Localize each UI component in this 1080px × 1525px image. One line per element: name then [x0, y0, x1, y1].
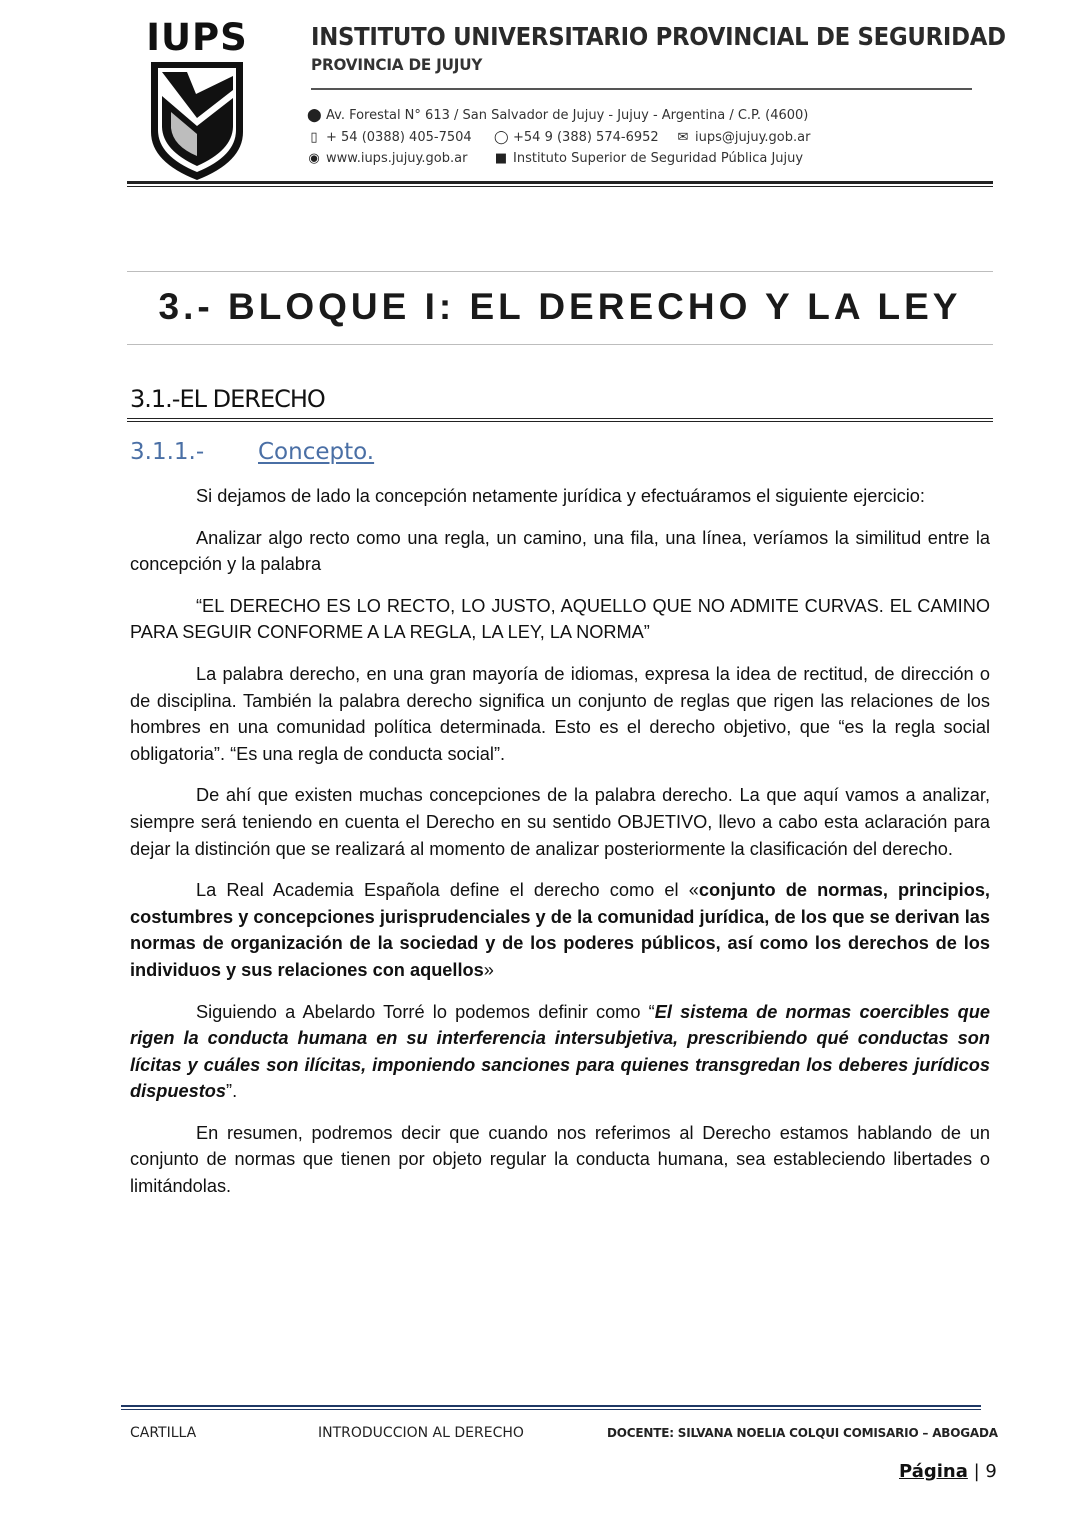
chapter-rule-bottom: [127, 344, 993, 345]
facebook-text[interactable]: Instituto Superior de Seguridad Pública Jujuy: [513, 151, 804, 166]
footer-left: CARTILLA: [130, 1425, 197, 1441]
chapter-rule-top: [127, 271, 993, 272]
institution-province: PROVINCIA DE JUJUY: [311, 55, 483, 74]
logo-acronym: IUPS: [146, 16, 248, 59]
location-pin-icon: ⬤: [307, 108, 322, 123]
whatsapp-text: +54 9 (388) 574-6952: [513, 130, 659, 145]
header-divider: [311, 88, 972, 90]
paragraph: Si dejamos de lado la concepción netamente jurídica y efectuáramos el siguiente ejercicio:: [196, 486, 925, 506]
paragraph: La palabra derecho, en una gran mayoría de idiomas, expresa la idea de rectitud, de dirección o de disciplina. También la palabra derecho significa un conjunto de reglas que rigen las relaciones de los hombres en una comunidad política determinada. Esto es el derecho objetivo, que “es la regla social obligatoria”. “Es una regla de conducta social”.: [130, 663, 990, 764]
chapter-title: 3.- BLOQUE I: EL DERECHO Y LA LEY: [158, 286, 962, 327]
footer-center: INTRODUCCION AL DERECHO: [318, 1425, 524, 1441]
page-number-value: 9: [985, 1461, 997, 1482]
website-text[interactable]: www.iups.jujuy.gob.ar: [326, 151, 468, 166]
institution-name: INSTITUTO UNIVERSITARIO PROVINCIAL DE SEGURIDAD: [311, 22, 1006, 51]
page-label: Página: [899, 1461, 968, 1482]
rae-definition: conjunto de normas, principios, costumbres y concepciones jurisprudenciales y de la comunidad jurídica, de los que se derivan las normas de organización de la sociedad y de los poderes públicos, así como los derechos de los individuos y sus relaciones con aquellos: [130, 880, 990, 980]
section-title: 3.1.-EL DERECHO: [130, 385, 325, 413]
whatsapp-icon: ◯: [494, 130, 509, 145]
shield-logo-icon: [149, 60, 245, 182]
rae-tail: »: [483, 959, 494, 980]
footer-rule: [121, 1409, 981, 1410]
facebook-line: [494, 151, 803, 166]
phone-text: + 54 (0388) 405-7504: [326, 130, 472, 145]
rae-definition-paragraph: [130, 877, 990, 983]
section-rule: [127, 421, 993, 422]
subsection-number: 3.1.1.-: [130, 439, 205, 465]
mail-icon: ✉: [677, 130, 689, 145]
page-separator: |: [973, 1461, 980, 1482]
header-rule-thick: [127, 181, 993, 184]
globe-icon: ◉: [308, 151, 320, 166]
rae-lead: La Real Academia Española define el derecho como el «: [196, 880, 699, 901]
header-rule-thin: [127, 186, 993, 187]
website-line: [307, 151, 467, 166]
torre-tail: ”.: [226, 1081, 238, 1102]
iups-logo: [145, 18, 249, 184]
facebook-icon: ■: [494, 151, 508, 166]
paragraph: Analizar algo recto como una regla, un camino, una fila, una línea, veríamos la similitud entre la concepción y la palabra: [130, 527, 990, 575]
phone-line: [307, 130, 472, 145]
subsection-heading: [130, 439, 374, 465]
email-line: [676, 130, 810, 145]
mobile-phone-icon: ▯: [310, 130, 318, 145]
paragraph: De ahí que existen muchas concepciones de la palabra derecho. La que aquí vamos a analizar, siempre será teniendo en cuenta el Derecho en su sentido OBJETIVO, llevo a cabo esta aclaración para dejar la distinción que se realizará al momento de analizar posteriormente la clasificación del derecho.: [130, 785, 990, 859]
footer-teacher: DOCENTE: SILVANA NOELIA COLQUI COMISARIO – ABOGADA: [607, 1426, 998, 1440]
body-text: [130, 483, 990, 1215]
footer-rule: [121, 1405, 981, 1407]
paragraph: En resumen, podremos decir que cuando nos referimos al Derecho estamos hablando de un conjunto de normas que tienen por objeto regular la conducta humana, sea estableciendo libertades o limitándolas.: [130, 1122, 990, 1197]
email-text[interactable]: iups@jujuy.gob.ar: [695, 130, 811, 145]
address-line: [307, 108, 808, 123]
torre-definition: El sistema de normas coercibles que rigen la conducta humana en su interferencia intersubjetiva, prescribiendo qué conductas son lícitas y cuáles son ilícitas, imponiendo sanciones para quienes transgredan los deberes jurídicos dispuestos: [130, 1001, 990, 1102]
torre-lead: Siguiendo a Abelardo Torré lo podemos definir como “: [196, 1001, 655, 1022]
page-number: [899, 1461, 997, 1482]
torre-definition-paragraph: [130, 999, 990, 1105]
quote-paragraph: “EL DERECHO ES LO RECTO, LO JUSTO, AQUELLO QUE NO ADMITE CURVAS. EL CAMINO PARA SEGUIR CONFORME A LA REGLA, LA LEY, LA NORMA”: [130, 595, 990, 643]
address-text: Av. Forestal N° 613 / San Salvador de Jujuy - Jujuy - Argentina / C.P. (4600): [326, 108, 809, 123]
whatsapp-line: [494, 130, 659, 145]
subsection-name: Concepto.: [258, 439, 375, 465]
section-rule: [127, 418, 993, 419]
